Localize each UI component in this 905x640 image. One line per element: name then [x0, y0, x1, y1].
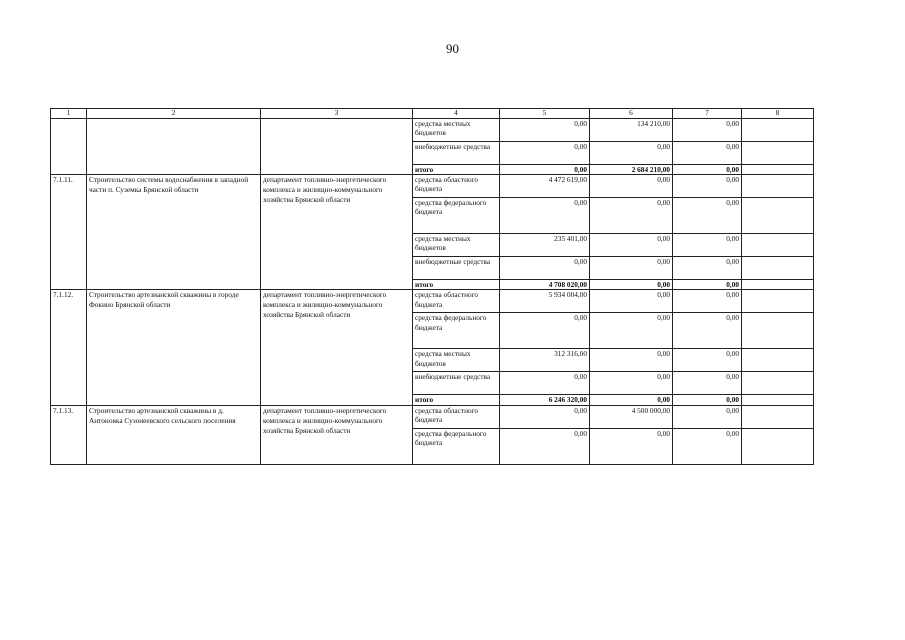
funding-source: внебюджетные средства [413, 142, 500, 165]
header-row [51, 109, 814, 119]
amount-col6: 0,00 [590, 280, 673, 290]
budget-table [50, 108, 814, 465]
item-name: Строительство артезианской скважины в д. Антоновка Сузонеевского сельского поселения [87, 405, 261, 464]
amount-col5: 0,00 [500, 119, 590, 142]
funding-source: средства местных бюджетов [413, 119, 500, 142]
header-cell: 6 [590, 109, 673, 119]
funding-source: средства федерального бюджета [413, 198, 500, 234]
amount-col5: 5 934 004,00 [500, 290, 590, 313]
amount-col8 [742, 428, 814, 464]
amount-col5: 0,00 [500, 142, 590, 165]
funding-source: средства областного бюджета [413, 290, 500, 313]
amount-col5: 312 316,00 [500, 349, 590, 372]
amount-col6: 134 210,00 [590, 119, 673, 142]
header-cell: 2 [87, 109, 261, 119]
amount-col6: 0,00 [590, 257, 673, 280]
amount-col5: 0,00 [500, 198, 590, 234]
item-id: 7.1.11. [51, 175, 87, 290]
amount-col5: 0,00 [500, 405, 590, 428]
amount-col7: 0,00 [673, 395, 742, 405]
amount-col6: 4 500 000,00 [590, 405, 673, 428]
amount-col8 [742, 175, 814, 198]
funding-source: средства областного бюджета [413, 405, 500, 428]
item-id [51, 119, 87, 175]
amount-col5: 0,00 [500, 165, 590, 175]
amount-col8 [742, 372, 814, 395]
amount-col6: 0,00 [590, 290, 673, 313]
table-row [51, 405, 814, 428]
amount-col6: 0,00 [590, 198, 673, 234]
header-cell: 8 [742, 109, 814, 119]
amount-col7: 0,00 [673, 280, 742, 290]
amount-col8 [742, 165, 814, 175]
amount-col8 [742, 349, 814, 372]
amount-col5: 4 472 619,00 [500, 175, 590, 198]
amount-col5: 0,00 [500, 428, 590, 464]
funding-source: средства федерального бюджета [413, 313, 500, 349]
amount-col6: 0,00 [590, 372, 673, 395]
amount-col7: 0,00 [673, 428, 742, 464]
amount-col5: 6 246 320,00 [500, 395, 590, 405]
amount-col6: 0,00 [590, 142, 673, 165]
amount-col7: 0,00 [673, 349, 742, 372]
header-cell: 1 [51, 109, 87, 119]
amount-col8 [742, 119, 814, 142]
item-executor: департамент топливно-энергетического комплекса и жилищно-коммунального хозяйства Брянской области [261, 405, 413, 464]
amount-col7: 0,00 [673, 313, 742, 349]
amount-col5: 0,00 [500, 313, 590, 349]
item-id: 7.1.12. [51, 290, 87, 405]
funding-source: итого [413, 165, 500, 175]
funding-source: средства федерального бюджета [413, 428, 500, 464]
funding-source: итого [413, 395, 500, 405]
page-number: 90 [446, 41, 459, 56]
table-row [51, 290, 814, 313]
funding-source: итого [413, 280, 500, 290]
item-executor [261, 119, 413, 175]
amount-col5: 4 708 020,00 [500, 280, 590, 290]
funding-source: внебюджетные средства [413, 257, 500, 280]
amount-col7: 0,00 [673, 234, 742, 257]
table-row [51, 175, 814, 198]
amount-col5: 235 401,00 [500, 234, 590, 257]
funding-source: средства местных бюджетов [413, 349, 500, 372]
table-body [51, 109, 814, 465]
amount-col7: 0,00 [673, 257, 742, 280]
amount-col8 [742, 290, 814, 313]
amount-col8 [742, 198, 814, 234]
amount-col7: 0,00 [673, 405, 742, 428]
header-cell: 3 [261, 109, 413, 119]
item-name [87, 119, 261, 175]
amount-col8 [742, 257, 814, 280]
funding-source: средства местных бюджетов [413, 234, 500, 257]
amount-col5: 0,00 [500, 257, 590, 280]
header-cell: 5 [500, 109, 590, 119]
amount-col7: 0,00 [673, 290, 742, 313]
amount-col6: 2 684 210,00 [590, 165, 673, 175]
table-row [51, 119, 814, 142]
amount-col7: 0,00 [673, 198, 742, 234]
amount-col8 [742, 142, 814, 165]
amount-col6: 0,00 [590, 313, 673, 349]
item-name: Строительство системы водоснабжения в западной части п. Суземка Брянской области [87, 175, 261, 290]
amount-col8 [742, 313, 814, 349]
item-executor: департамент топливно-энергетического комплекса и жилищно-коммунального хозяйства Брянской области [261, 290, 413, 405]
amount-col6: 0,00 [590, 234, 673, 257]
amount-col6: 0,00 [590, 395, 673, 405]
header-cell: 4 [413, 109, 500, 119]
amount-col7: 0,00 [673, 165, 742, 175]
amount-col7: 0,00 [673, 119, 742, 142]
amount-col6: 0,00 [590, 428, 673, 464]
amount-col8 [742, 280, 814, 290]
amount-col7: 0,00 [673, 175, 742, 198]
amount-col8 [742, 234, 814, 257]
item-id: 7.1.13. [51, 405, 87, 464]
amount-col6: 0,00 [590, 175, 673, 198]
funding-source: средства областного бюджета [413, 175, 500, 198]
amount-col8 [742, 405, 814, 428]
header-cell: 7 [673, 109, 742, 119]
amount-col8 [742, 395, 814, 405]
funding-source: внебюджетные средства [413, 372, 500, 395]
amount-col5: 0,00 [500, 372, 590, 395]
amount-col6: 0,00 [590, 349, 673, 372]
amount-col7: 0,00 [673, 372, 742, 395]
item-name: Строительство артезианской скважины в городе Фокино Брянской области [87, 290, 261, 405]
item-executor: департамент топливно-энергетического комплекса и жилищно-коммунального хозяйства Брянской области [261, 175, 413, 290]
amount-col7: 0,00 [673, 142, 742, 165]
